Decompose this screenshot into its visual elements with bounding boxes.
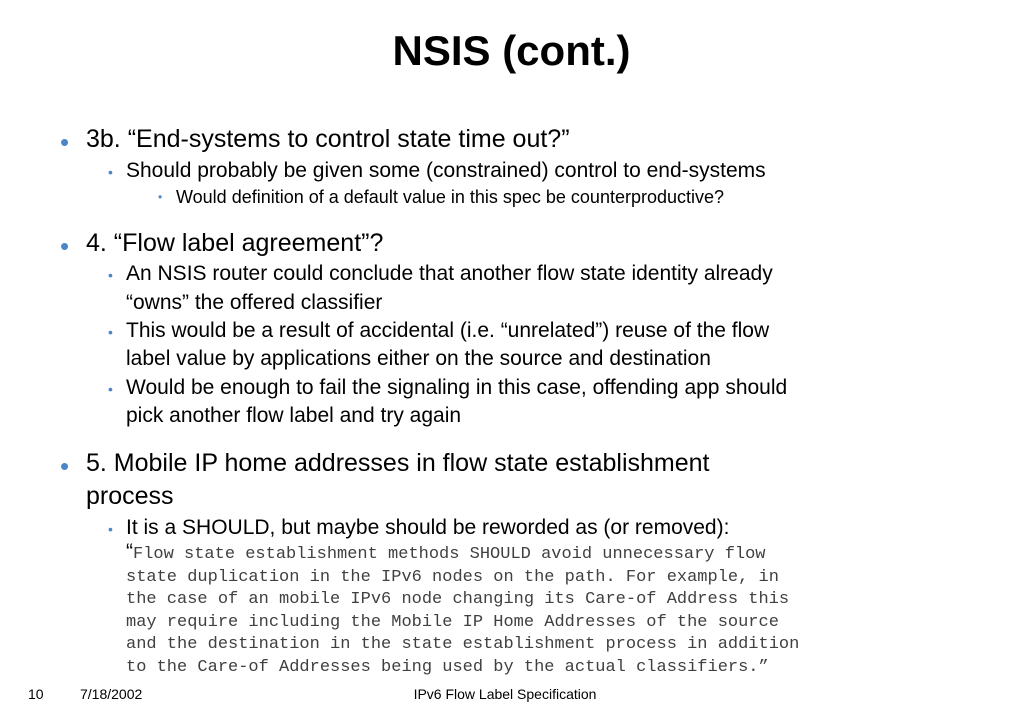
quote-line-4: may require including the Mobile IP Home Addresses of the source xyxy=(126,612,779,632)
bullet-icon: • xyxy=(60,231,70,261)
footer-title: IPv6 Flow Label Specification xyxy=(413,686,597,702)
bullet-icon: • xyxy=(108,521,113,537)
close-quote: ” xyxy=(758,657,769,677)
sub-bullet-4-3-line-1: Would be enough to fail the signaling in this case, offending app should xyxy=(126,376,788,399)
bullet-5-line-1: 5. Mobile IP home addresses in flow state establishment xyxy=(86,449,710,477)
bullet-icon: • xyxy=(60,451,70,481)
quote-line-5: and the destination in the state establishment process in addition xyxy=(126,635,800,655)
bullet-icon: • xyxy=(108,267,113,283)
sub-bullet-4-3-line-2: pick another flow label and try again xyxy=(126,404,462,427)
quote-line-1: Flow state establishment methods SHOULD avoid unnecessary flow xyxy=(133,545,766,564)
quote-line-3: the case of an mobile IPv6 node changing its Care-of Address this xyxy=(126,590,790,610)
sub-bullet-4-1-line-1: An NSIS router could conclude that another flow state identity already xyxy=(126,262,773,285)
bullet-5-line-2: process xyxy=(86,482,174,510)
open-quote: “ xyxy=(126,540,133,563)
sub-bullet-5-1: It is a SHOULD, but maybe should be reworded as (or removed): xyxy=(126,516,730,539)
bullet-icon: • xyxy=(60,127,70,157)
quoted-spec-text xyxy=(126,541,986,680)
sub-bullet-3b-1: Should probably be given some (constrained) control to end-systems xyxy=(126,159,766,182)
bullet-icon: • xyxy=(108,164,113,180)
sub-bullet-4-1-line-2: “owns” the offered classifier xyxy=(126,291,383,314)
sub-sub-bullet-3b-1: Would definition of a default value in this spec be counterproductive? xyxy=(176,187,725,207)
bullet-icon: • xyxy=(108,324,113,340)
footer-date: 7/18/2002 xyxy=(80,686,143,702)
sub-bullet-4-2-line-1: This would be a result of accidental (i.e. “unrelated”) reuse of the flow xyxy=(126,319,770,342)
bullet-4: 4. “Flow label agreement”? xyxy=(86,229,384,257)
bullet-icon: • xyxy=(158,190,163,204)
footer-page-number: 10 xyxy=(28,686,44,702)
sub-bullet-4-2-line-2: label value by applications either on the source and destination xyxy=(126,347,711,370)
quote-line-2: state duplication in the IPv6 nodes on the path. For example, in xyxy=(126,567,779,587)
bullet-icon: • xyxy=(108,381,113,397)
bullet-3b: 3b. “End-systems to control state time out?” xyxy=(86,125,570,153)
slide-title: NSIS (cont.) xyxy=(392,27,631,74)
quote-line-6: to the Care-of Addresses being used by the actual classifiers. xyxy=(126,657,759,677)
